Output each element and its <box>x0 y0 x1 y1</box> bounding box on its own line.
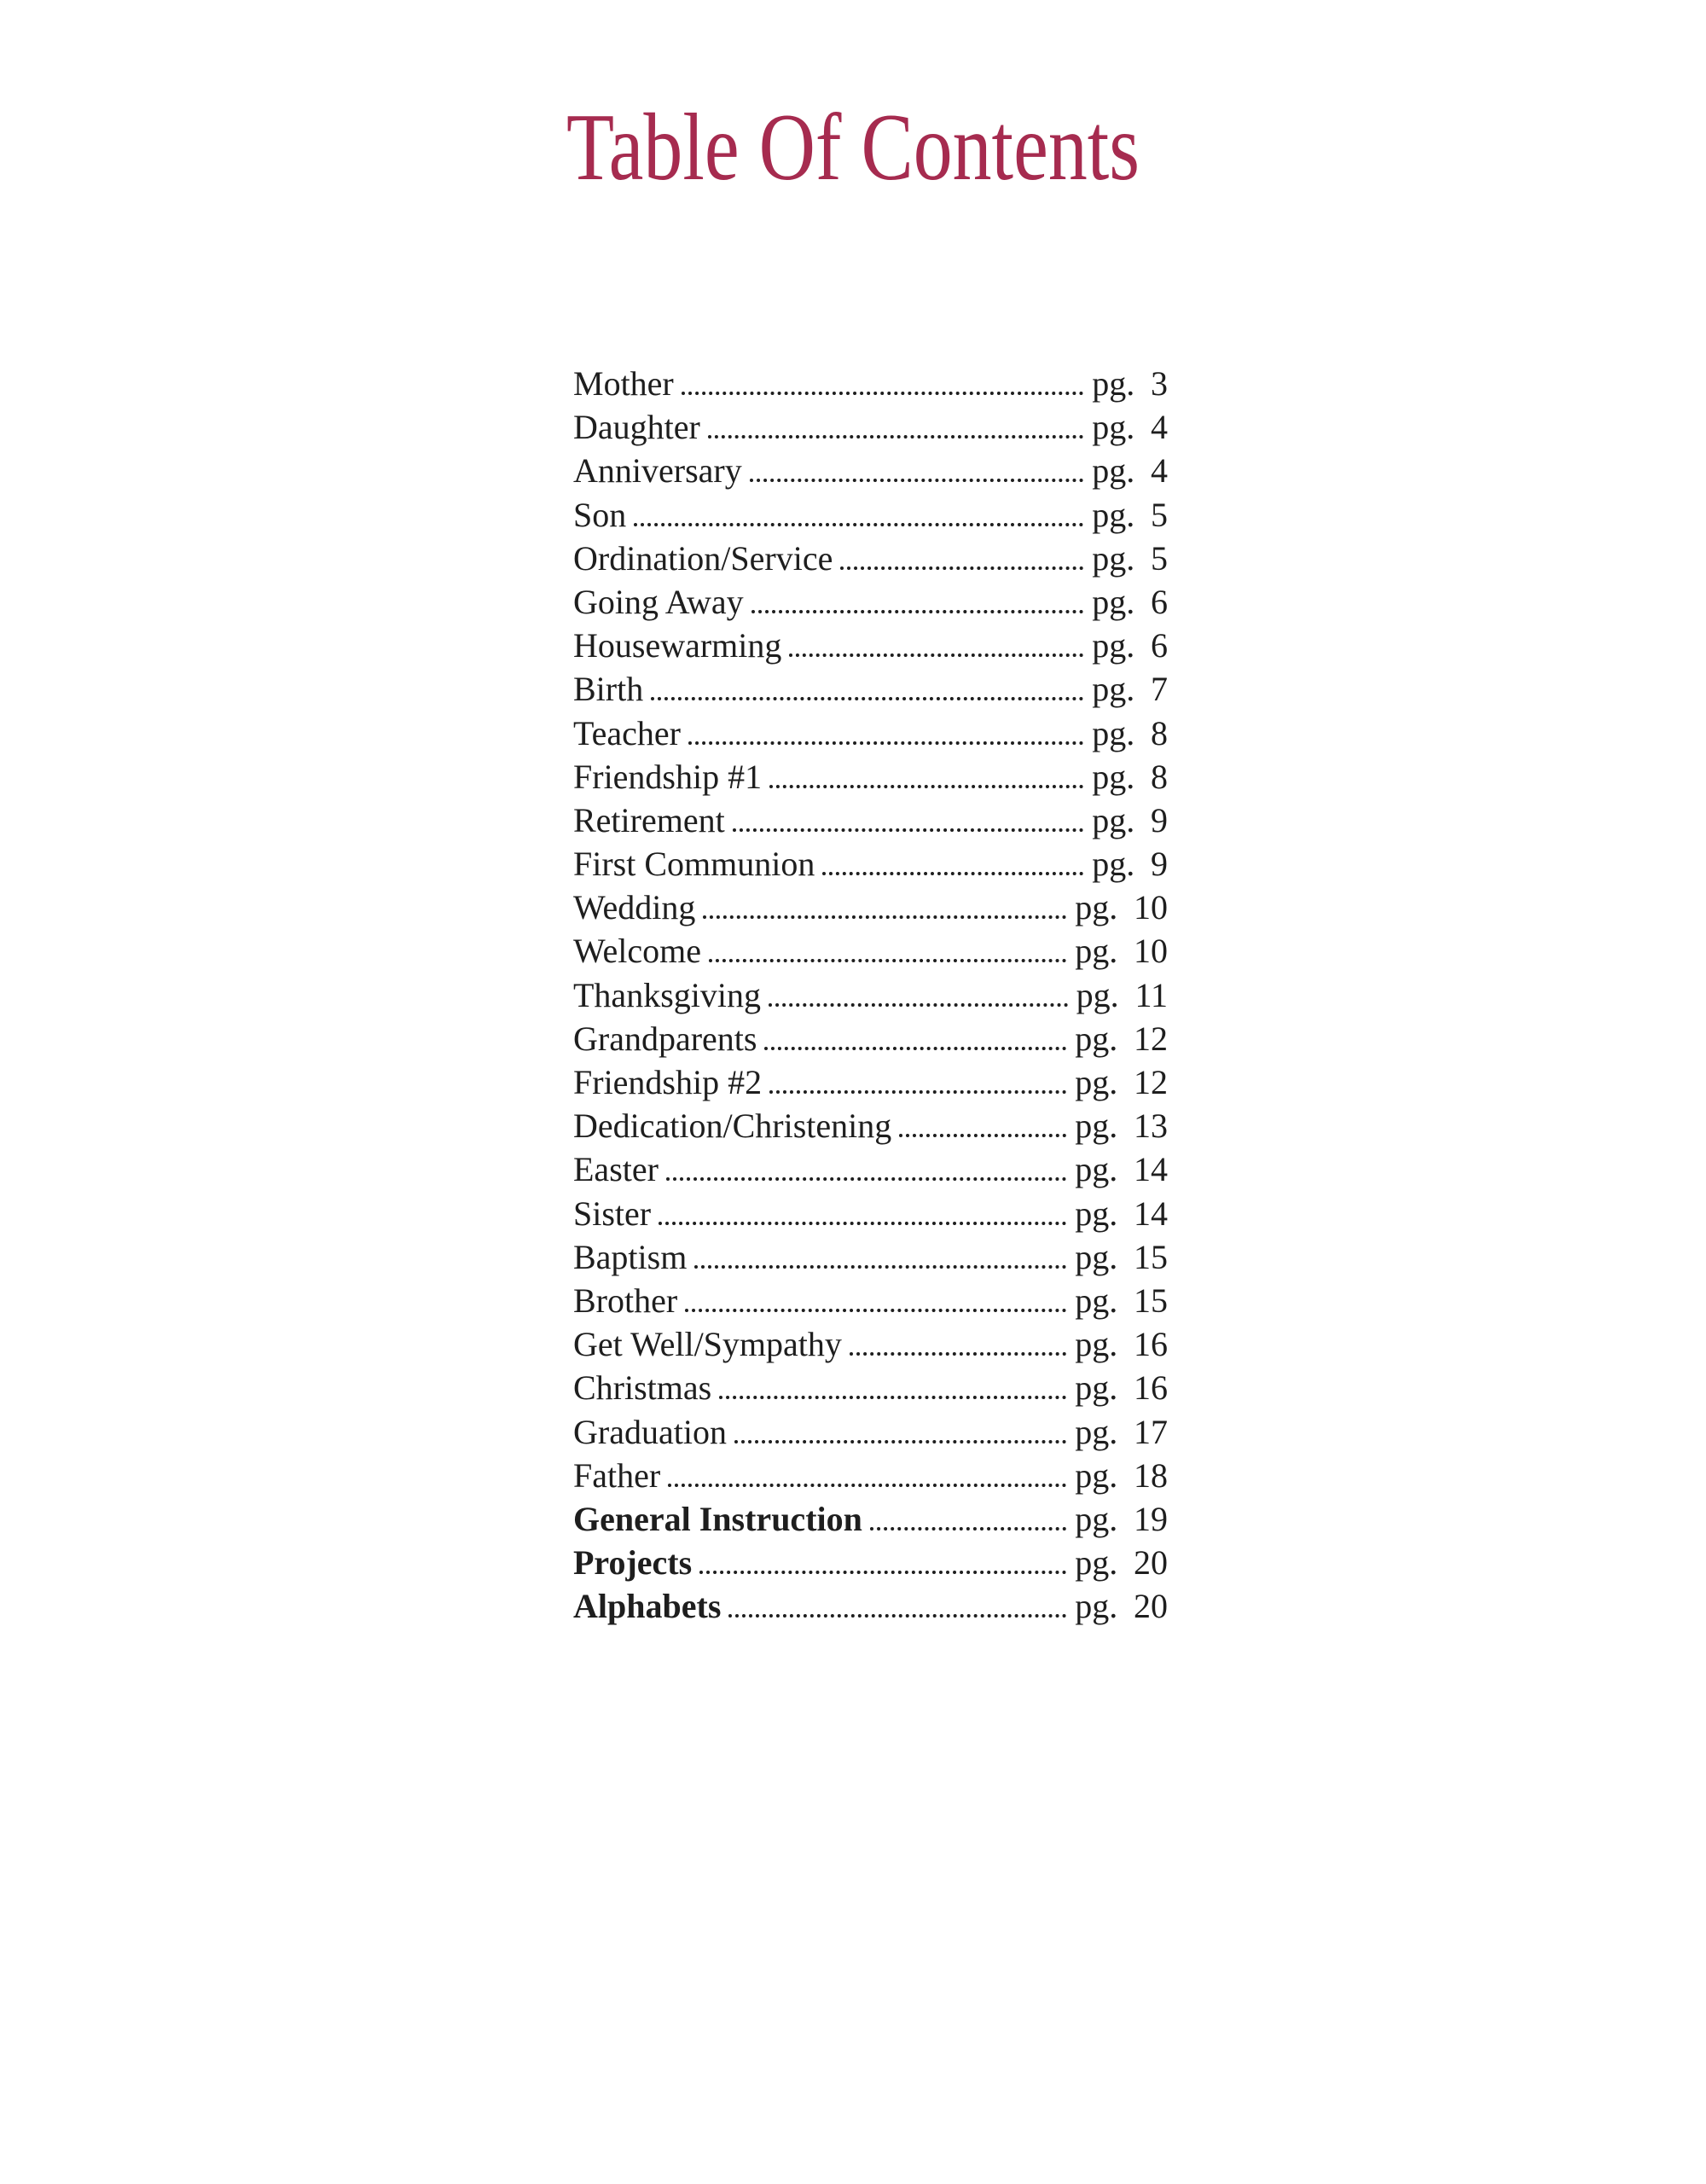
toc-entry-label: Father <box>573 1455 661 1495</box>
toc-row <box>573 362 1168 405</box>
page-ref: pg. 6 <box>1092 582 1168 621</box>
toc-entry-label: Dedication/Christening <box>573 1107 892 1146</box>
page-ref: pg. 10 <box>1075 888 1168 927</box>
toc-row <box>573 799 1168 842</box>
dot-leader <box>708 435 1083 439</box>
toc-entry-label: Birth <box>573 670 644 709</box>
toc-row <box>573 842 1168 886</box>
toc-row <box>573 449 1168 492</box>
dot-leader <box>685 1309 1066 1312</box>
dot-leader <box>666 1177 1066 1181</box>
page-ref: pg. 8 <box>1092 713 1168 752</box>
toc-entry-label: Grandparents <box>573 1019 757 1058</box>
page-ref: pg. 4 <box>1092 451 1168 491</box>
toc-entry-label: Friendship #1 <box>573 757 763 796</box>
toc-entry-label: Sister <box>573 1194 652 1233</box>
page-ref: pg. 15 <box>1075 1281 1168 1320</box>
dot-leader <box>709 959 1066 962</box>
page-ref: pg. 11 <box>1076 975 1168 1014</box>
toc-row <box>573 624 1168 667</box>
toc-entry-label: Christmas <box>573 1368 712 1408</box>
toc-entry-label: Alphabets <box>573 1587 722 1626</box>
page-ref: pg. 20 <box>1075 1587 1168 1626</box>
toc-entry-label: Brother <box>573 1281 678 1320</box>
toc-entry-label: Daughter <box>573 408 700 447</box>
dot-leader <box>703 915 1066 919</box>
dot-leader <box>750 479 1083 482</box>
toc-entry-label: Baptism <box>573 1237 688 1276</box>
page-ref: pg. 15 <box>1075 1237 1168 1276</box>
dot-leader <box>751 610 1084 613</box>
toc-list <box>573 362 1168 1628</box>
toc-row <box>573 1366 1168 1409</box>
toc-row <box>573 1104 1168 1147</box>
page-ref: pg. 7 <box>1092 670 1168 709</box>
toc-row <box>573 405 1168 449</box>
toc-row <box>573 667 1168 711</box>
dot-leader <box>734 1440 1066 1443</box>
toc-entry-label: Mother <box>573 364 674 403</box>
toc-entry-label: Welcome <box>573 932 702 971</box>
page-ref: pg. 5 <box>1092 538 1168 578</box>
toc-entry-label: Going Away <box>573 582 744 621</box>
page-ref: pg. 12 <box>1075 1019 1168 1058</box>
dot-leader <box>769 785 1083 788</box>
dot-leader <box>764 1047 1066 1050</box>
dot-leader <box>769 1003 1068 1007</box>
toc-row <box>573 1279 1168 1322</box>
toc-row <box>573 1017 1168 1060</box>
toc-row <box>573 973 1168 1017</box>
page-ref: pg. 5 <box>1092 495 1168 534</box>
toc-row <box>573 929 1168 973</box>
toc-row <box>573 712 1168 755</box>
dot-leader <box>719 1396 1066 1399</box>
toc-row <box>573 1235 1168 1279</box>
dot-leader <box>899 1134 1066 1137</box>
toc-row <box>573 1541 1168 1584</box>
toc-entry-label: Wedding <box>573 888 696 927</box>
toc-row <box>573 1322 1168 1366</box>
dot-leader <box>651 697 1083 700</box>
page-ref: pg. 6 <box>1092 626 1168 665</box>
dot-leader <box>850 1352 1066 1356</box>
toc-row <box>573 580 1168 624</box>
toc-entry-label: Housewarming <box>573 626 782 665</box>
dot-leader <box>659 1222 1066 1225</box>
dot-leader <box>699 1571 1066 1574</box>
page-ref: pg. 9 <box>1092 845 1168 884</box>
toc-entry-label: First Communion <box>573 845 815 884</box>
dot-leader <box>840 566 1083 570</box>
toc-row <box>573 755 1168 799</box>
dot-leader <box>789 653 1083 657</box>
page-ref: pg. 16 <box>1075 1325 1168 1364</box>
page-ref: pg. 9 <box>1092 800 1168 839</box>
page-ref: pg. 10 <box>1075 932 1168 971</box>
toc-entry-label: Graduation <box>573 1412 727 1451</box>
dot-leader <box>694 1265 1066 1269</box>
toc-entry-label: Retirement <box>573 800 725 839</box>
page-ref: pg. 17 <box>1075 1412 1168 1451</box>
toc-row <box>573 1060 1168 1104</box>
toc-row <box>573 1454 1168 1497</box>
page-ref: pg. 20 <box>1075 1543 1168 1583</box>
toc-row <box>573 537 1168 580</box>
page-ref: pg. 18 <box>1075 1455 1168 1495</box>
dot-leader <box>870 1527 1066 1531</box>
page-ref: pg. 8 <box>1092 757 1168 796</box>
toc-entry-label: Teacher <box>573 713 681 752</box>
page-ref: pg. 12 <box>1075 1063 1168 1101</box>
page-ref: pg. 19 <box>1075 1499 1168 1538</box>
page-ref: pg. 14 <box>1075 1194 1168 1233</box>
toc-row <box>573 493 1168 537</box>
toc-entry-label: Get Well/Sympathy <box>573 1325 842 1364</box>
toc-entry-label: Son <box>573 495 627 534</box>
toc-entry-label: Anniversary <box>573 451 742 491</box>
dot-leader <box>733 828 1083 832</box>
toc-row <box>573 1497 1168 1541</box>
dot-leader <box>688 741 1083 745</box>
toc-entry-label: Thanksgiving <box>573 975 761 1014</box>
page-ref: pg. 4 <box>1092 408 1168 447</box>
toc-entry-label: Projects <box>573 1543 693 1583</box>
dot-leader <box>769 1090 1066 1094</box>
page-ref: pg. 3 <box>1092 364 1168 403</box>
toc-row <box>573 1192 1168 1235</box>
dot-leader <box>728 1614 1066 1618</box>
dot-leader <box>822 872 1083 875</box>
page-ref: pg. 16 <box>1075 1368 1168 1408</box>
toc-row <box>573 1147 1168 1191</box>
page-ref: pg. 14 <box>1075 1150 1168 1189</box>
dot-leader <box>668 1484 1066 1487</box>
toc-entry-label: Easter <box>573 1150 659 1189</box>
toc-row <box>573 1584 1168 1628</box>
toc-entry-label: Ordination/Service <box>573 538 833 578</box>
dot-leader <box>682 392 1083 395</box>
toc-row <box>573 1410 1168 1454</box>
toc-entry-label: General Instruction <box>573 1499 862 1538</box>
toc-entry-label: Friendship #2 <box>573 1063 763 1101</box>
toc-row <box>573 886 1168 929</box>
dot-leader <box>634 523 1083 526</box>
page-ref: pg. 13 <box>1075 1107 1168 1146</box>
page-title: Table Of Contents <box>566 95 1140 200</box>
